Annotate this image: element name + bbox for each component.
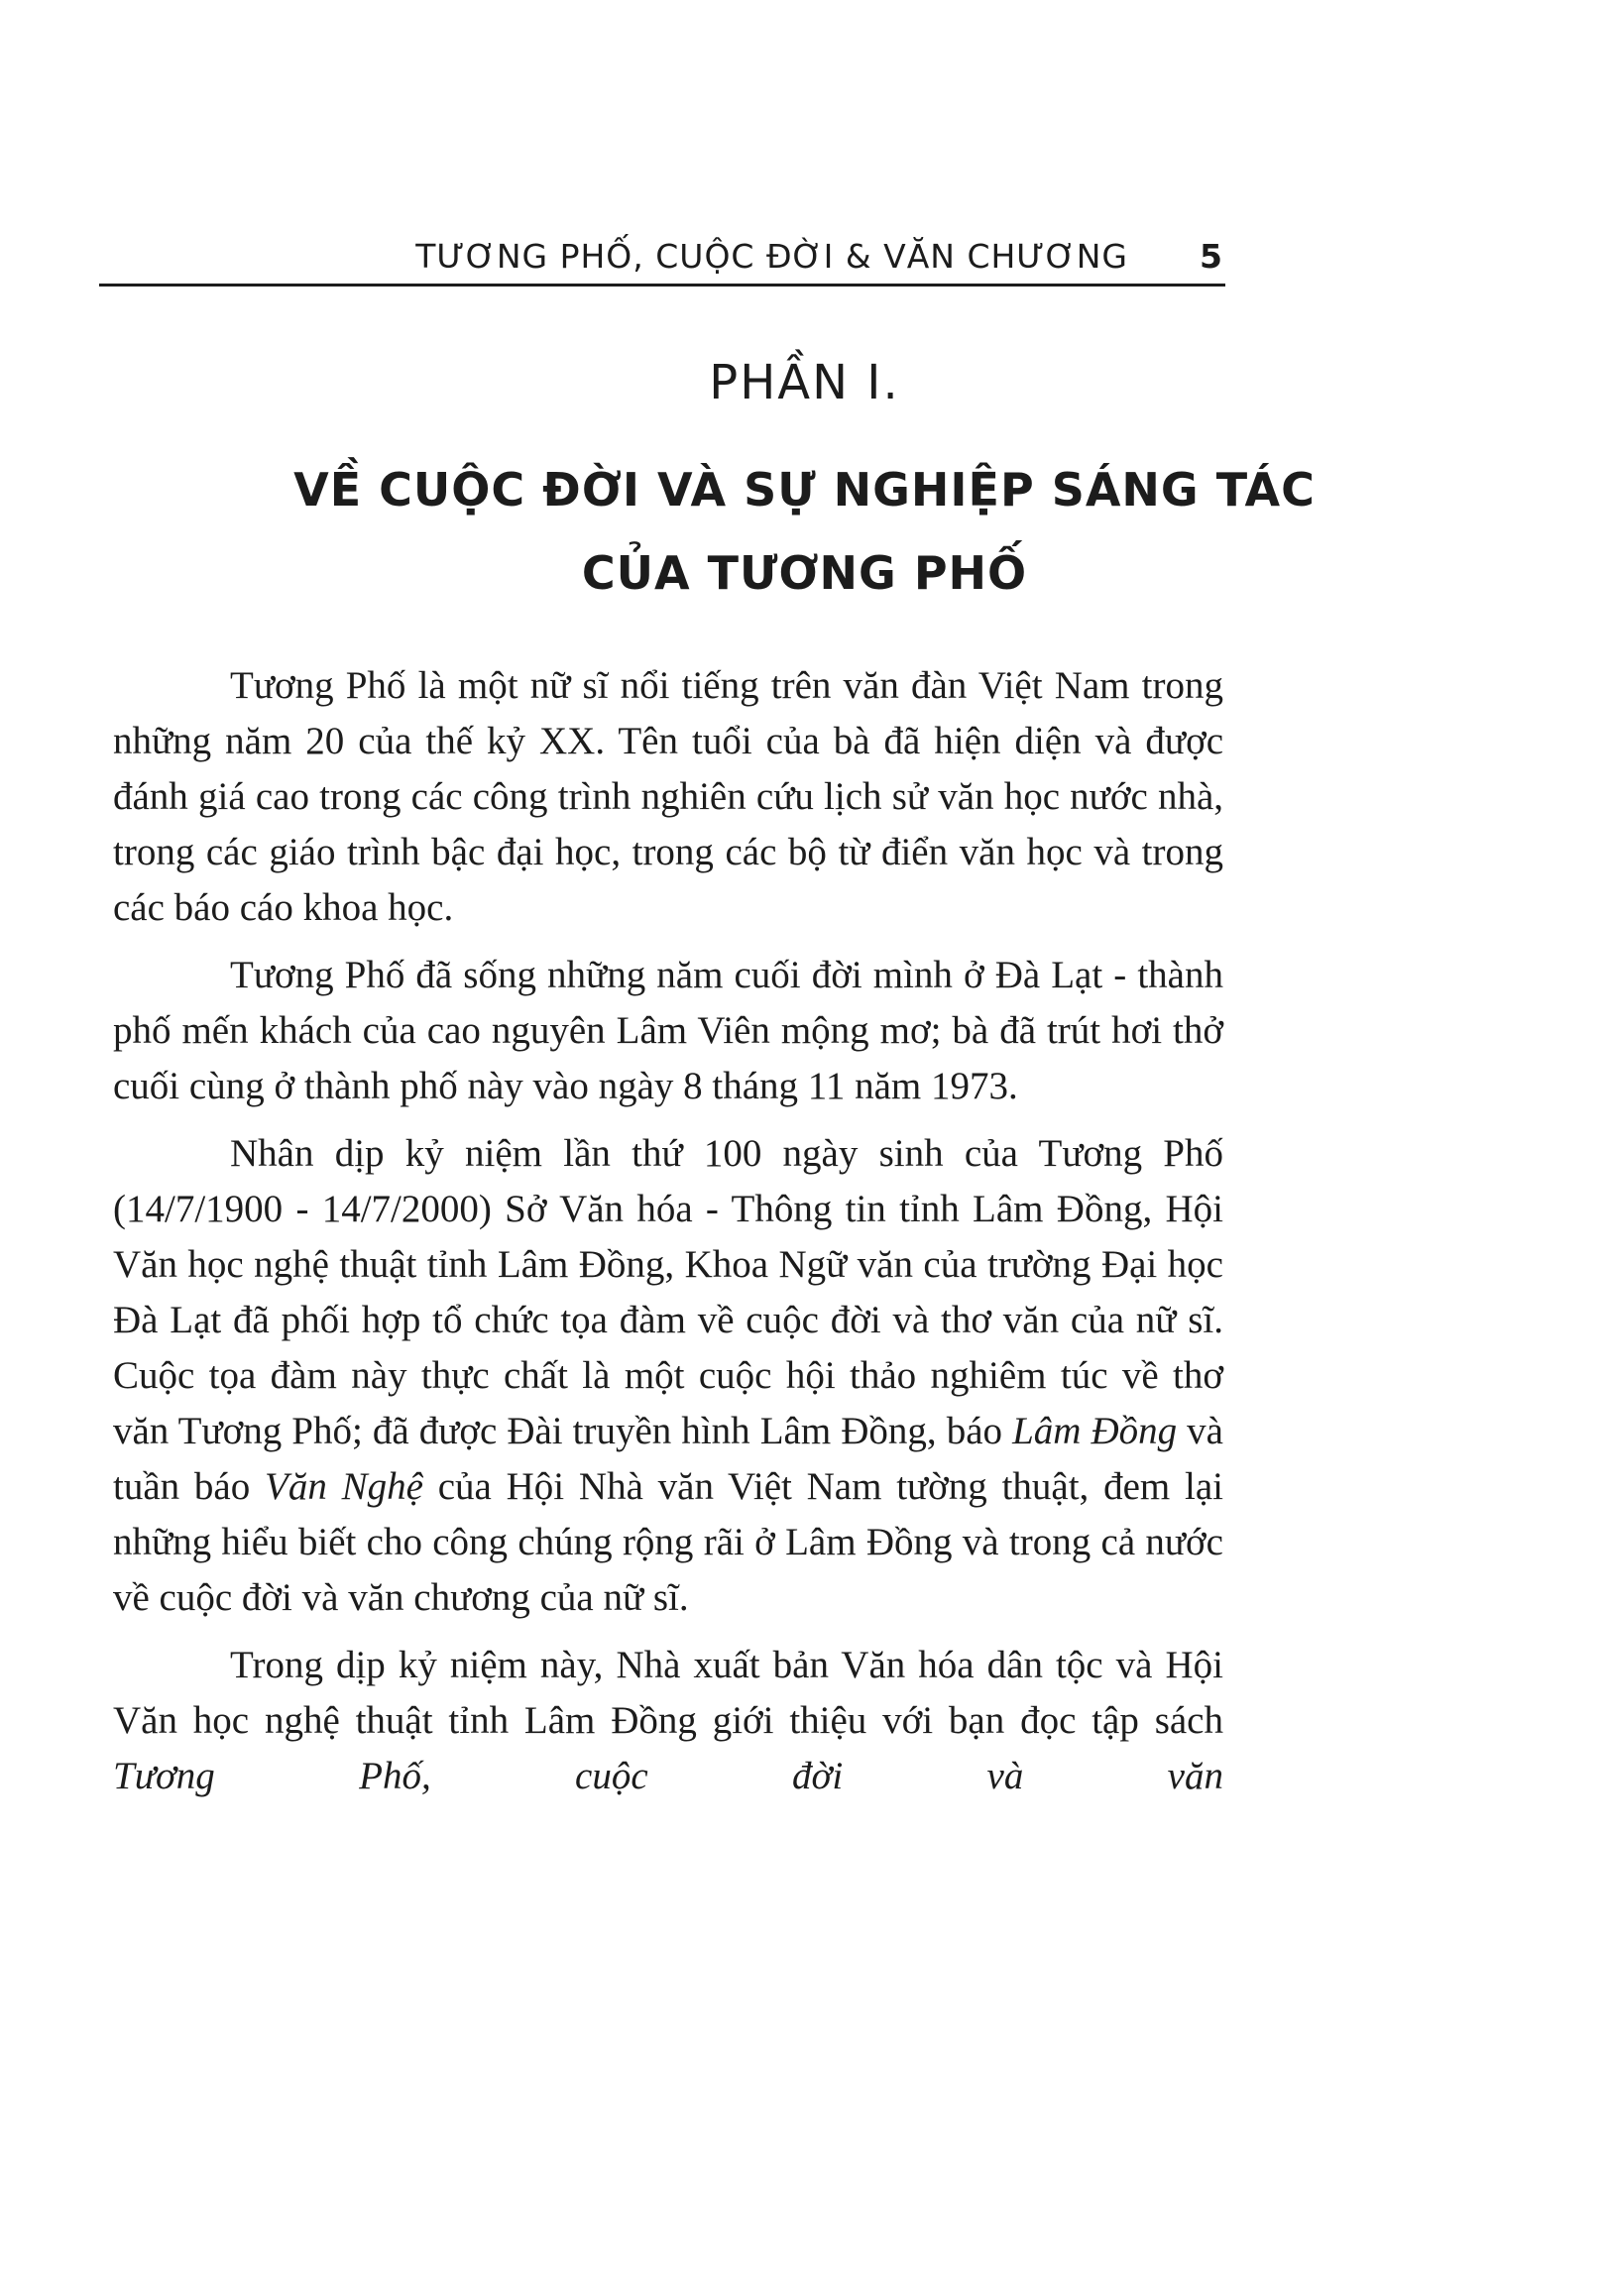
part-title-line-2: CỦA TƯƠNG PHỐ: [581, 546, 1028, 600]
paragraph-3: [113, 1126, 1223, 1626]
paragraph-4: [113, 1638, 1223, 1804]
page-number: 5: [1200, 237, 1223, 276]
newspaper-name-van-nghe: Văn Nghệ: [265, 1465, 423, 1508]
part-label: PHẦN I.: [709, 355, 900, 410]
paragraph-4-text-1: Trong dịp kỷ niệm này, Nhà xuất bản Văn hóa dân tộc và Hội Văn học nghệ thuật tỉnh Lâm Đồng giới thiệu với bạn đọc tập sách: [113, 1644, 1223, 1742]
paragraph-3-text-1: Nhân dịp kỷ niệm lần thứ 100 ngày sinh của Tương Phố (14/7/1900 - 14/7/2000) Sở Văn hóa - Thông tin tỉnh Lâm Đồng, Hội Văn học nghệ thuật tỉnh Lâm Đồng, Khoa Ngữ văn của trường Đại học Đà Lạt đã phối hợp tổ chức tọa đàm về cuộc đời và thơ văn của nữ sĩ. Cuộc tọa đàm này thực chất là một cuộc hội thảo nghiêm túc về thơ văn Tương Phố; đã được Đài truyền hình Lâm Đồng, báo: [113, 1132, 1223, 1452]
body-text: [113, 658, 1223, 1816]
part-title-line-1: VỀ CUỘC ĐỜI VÀ SỰ NGHIỆP SÁNG TÁC: [293, 463, 1316, 517]
part-title: [0, 448, 1609, 615]
running-header: [99, 234, 1225, 287]
book-title: Tương Phố, cuộc đời và văn: [113, 1755, 1223, 1797]
paragraph-1: Tương Phố là một nữ sĩ nổi tiếng trên văn đàn Việt Nam trong những năm 20 của thế kỷ XX. Tên tuổi của bà đã hiện diện và được đánh giá cao trong các công trình nghiên cứu lịch sử văn học nước nhà, trong các giáo trình bậc đại học, trong các bộ từ điển văn học và trong các báo cáo khoa học.: [113, 664, 1223, 929]
running-title: TƯƠNG PHỐ, CUỘC ĐỜI & VĂN CHƯƠNG: [415, 237, 1128, 276]
paragraph-3-text-2: và tuần báo: [113, 1410, 1223, 1508]
paragraph-2: Tương Phố đã sống những năm cuối đời mình ở Đà Lạt - thành phố mến khách của cao nguyên Lâm Viên mộng mơ; bà đã trút hơi thở cuối cùng ở thành phố này vào ngày 8 tháng 11 năm 1973.: [113, 954, 1223, 1107]
newspaper-name-lam-dong: Lâm Đồng: [1012, 1410, 1178, 1452]
paragraph-3-text-3: của Hội Nhà văn Việt Nam tường thuật, đem lại những hiểu biết cho công chúng rộng rãi ở Lâm Đồng và trong cả nước về cuộc đời và văn chương của nữ sĩ.: [113, 1465, 1223, 1619]
